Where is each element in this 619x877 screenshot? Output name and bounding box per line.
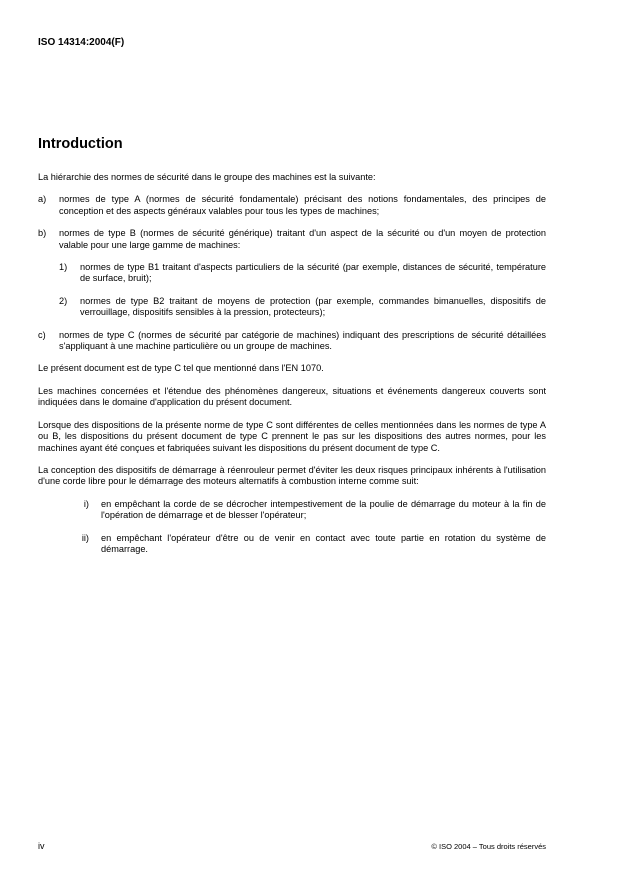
copyright-notice: © ISO 2004 – Tous droits réservés <box>431 842 546 851</box>
roman-list-item-ii <box>38 533 546 556</box>
paragraph: Le présent document est de type C tel que mentionné dans l'EN 1070. <box>38 363 324 374</box>
sub-list-item-label: 2) <box>59 295 68 306</box>
roman-list-item-text: en empêchant la corde de se décrocher intempestivement de la poulie de démarrage du moteur à la fin de l'opération de démarrage et de blesser l'opérateur; <box>101 498 546 521</box>
sub-list-item-text: normes de type B2 traitant de moyens de protection (par exemple, commandes bimanuelles, dispositifs de verrouillage, dispositifs sensibles à la pression, protecteurs); <box>80 295 546 318</box>
sub-list-item-text: normes de type B1 traitant d'aspects particuliers de la sécurité (par exemple, distances de sécurité, température de surface, bruit); <box>80 262 546 284</box>
paragraph: Lorsque des dispositions de la présente norme de type C sont différentes de celles mentionnées dans les normes de type A ou B, les dispositions du présent document de type C prennent le pas sur les dispositions des autres normes, pour les machines ayant été conçues et fabriquées suivant les dispositions du présent document de type C. <box>38 419 546 453</box>
list-item-text: normes de type C (normes de sécurité par catégorie de machines) indiquant des prescriptions de sécurité détaillées s'appliquant à une machine particulière ou un groupe de machines. <box>59 329 546 352</box>
intro-paragraph: La hiérarchie des normes de sécurité dans le groupe des machines est la suivante: <box>38 172 376 182</box>
roman-list-item-text: en empêchant l'opérateur d'être ou de venir en contact avec toute partie en rotation du système de démarrage. <box>101 532 546 554</box>
list-item-label: a) <box>38 194 47 205</box>
sub-list-item-1 <box>59 262 546 285</box>
paragraph: Les machines concernées et l'étendue des phénomènes dangereux, situations et événements dangereux couverts sont indiquées dans le domaine d'application du présent document. <box>38 385 546 408</box>
paragraph: La conception des dispositifs de démarrage à réenrouleur permet d'éviter les deux risques principaux inhérents à l'utilisation d'une corde libre pour le démarrage des moteurs alternatifs à combustion interne comme suit: <box>38 464 546 487</box>
list-item-b <box>38 228 546 251</box>
roman-list-item-label: ii) <box>81 532 89 543</box>
sub-list-item-2 <box>59 296 546 319</box>
list-item-c <box>38 330 546 353</box>
document-body <box>38 172 546 566</box>
roman-list-item-i <box>38 499 546 522</box>
section-title: Introduction <box>38 136 123 152</box>
document-id: ISO 14314:2004(F) <box>38 37 125 48</box>
roman-list-item-label: i) <box>83 498 89 509</box>
list-item-text: normes de type A (normes de sécurité fondamentale) précisant des notions fondamentales, des principes de conception et des aspects généraux valables pour tous les types de machines; <box>59 194 546 216</box>
list-item-label: c) <box>38 329 46 340</box>
page-number: iv <box>38 841 45 851</box>
list-item-label: b) <box>38 228 47 239</box>
list-item-a <box>38 194 546 217</box>
list-item-text: normes de type B (normes de sécurité générique) traitant d'un aspect de la sécurité ou d'un moyen de protection valable pour une large gamme de machines: <box>59 228 546 250</box>
sub-list-item-label: 1) <box>59 262 68 273</box>
